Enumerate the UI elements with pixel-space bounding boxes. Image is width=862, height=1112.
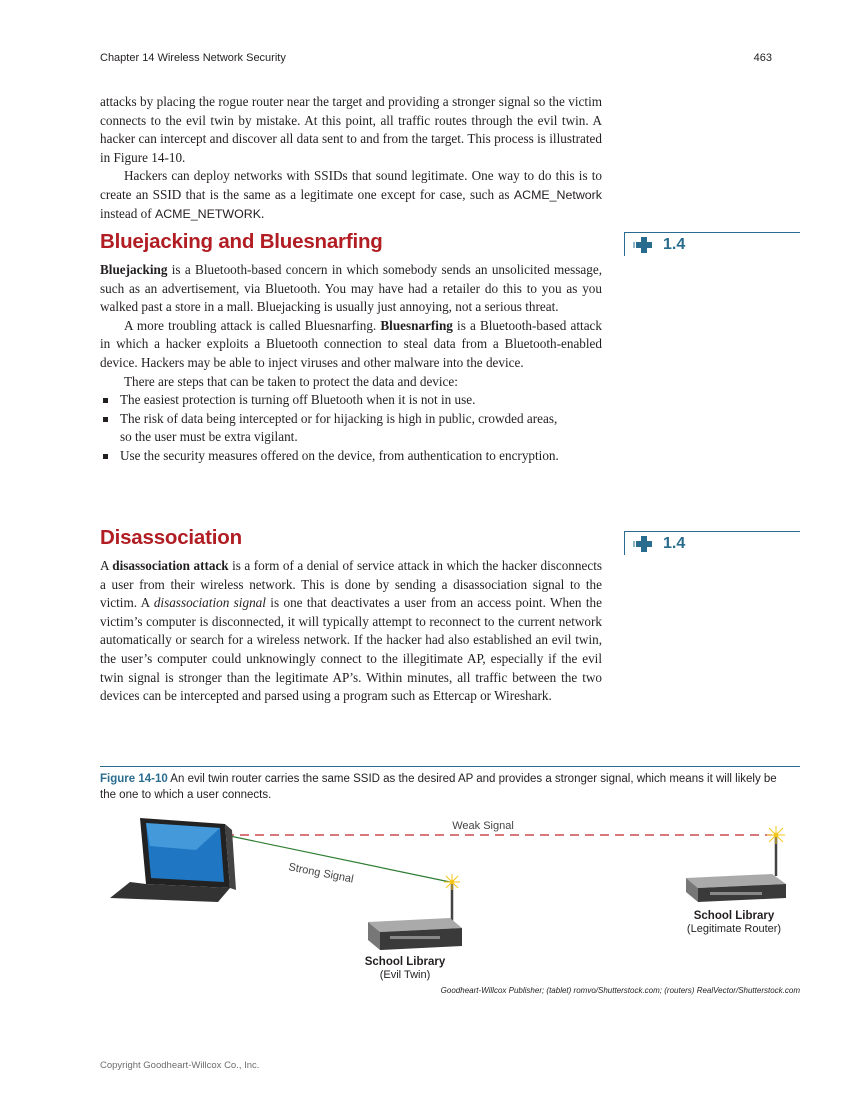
- bluejacking-p1-text: is a Bluetooth-based concern in which somebody sends an unsolicited message, such as an advertisement, via Bluetooth. You may have had a retailer do this to you as you walked past a store in a mall. Bluejacking is usually just annoying, not a serious threat.: [100, 262, 602, 315]
- evil-twin-diagram: [100, 810, 800, 970]
- bluejacking-p2-pre: A more troubling attack is called Bluesnarfing.: [124, 317, 381, 333]
- protection-bullet-list: [100, 391, 560, 465]
- list-item: The risk of data being intercepted or for hijacking is high in public, crowded areas, so the user must be extra vigilant.: [100, 410, 560, 447]
- term-disassociation-signal: disassociation signal: [153, 595, 266, 611]
- code-acme-network: ACME_Network: [513, 187, 602, 202]
- list-item: The easiest protection is turning off Bluetooth when it is not in use.: [100, 391, 560, 410]
- term-bluesnarfing: Bluesnarfing: [380, 317, 453, 333]
- legit-router-name: School Library: [693, 910, 775, 922]
- bluejacking-paragraph-2: [100, 317, 602, 373]
- intro-paragraph-2: [100, 167, 602, 223]
- objective-plus-icon: [633, 237, 655, 253]
- list-item: Use the security measures offered on the device, from authentication to encryption.: [100, 447, 560, 466]
- term-disassociation-attack: disassociation attack: [112, 558, 229, 573]
- bluejacking-p2-text: is a Bluetooth-based attack in which a hacker exploits a Bluetooth connection to steal data from a Bluetooth-enabled device. Hackers may be able to inject viruses and other malware into the device.: [100, 317, 602, 370]
- figure-caption: [100, 772, 790, 803]
- intro-section: [100, 93, 602, 223]
- term-bluejacking: Bluejacking: [100, 262, 168, 277]
- objective-marker-bluejacking: [624, 232, 800, 256]
- disassociation-body: [100, 557, 602, 706]
- disassociation-heading-wrap: [100, 526, 242, 550]
- intro-paragraph-1: attacks by placing the rogue router near the target and providing a stronger signal so the victim connects to the evil twin by mistake. At this point, all traffic routes through the evil twin. A hacker can intercept and discover all data sent to and from the target. This process is illustrated in Figure 14-10.: [100, 94, 602, 165]
- disassociation-p-text2: is one that deactivates a user from an access point. When the victim’s computer is disconnected, it will typically attempt to reconnect to the current network automatically or search for a wireless network. If the hacker had also established an evil twin, the user’s computer could unknowingly connect to the illegitimate AP, especially if the evil twin signal is stronger than the legitimate AP’s. Within minutes, all traffic between the two devices can be intercepted and parsed using a program such as Ettercap or Wireshark.: [100, 595, 602, 704]
- strong-signal-label: Strong Signal: [287, 861, 355, 886]
- bluejacking-paragraph-3: There are steps that can be taken to protect the data and device:: [124, 373, 458, 389]
- intro-p2-mid: instead of: [100, 205, 155, 221]
- figure-divider: [100, 766, 800, 767]
- evil-twin-router-icon: [368, 874, 462, 950]
- copyright-footer: Copyright Goodheart-Willcox Co., Inc.: [100, 1060, 260, 1071]
- bluejacking-paragraph-1: [100, 261, 602, 317]
- weak-signal-label: Weak Signal: [452, 820, 514, 832]
- objective-number: 1.4: [663, 534, 686, 552]
- disassociation-p-text1: is a form of a denial of service attack in which the hacker disconnects a user from their wireless network. This is done by sending a disassociation signal to the victim. A: [100, 558, 602, 611]
- objective-marker-disassociation: [624, 531, 800, 555]
- figure-credit: Goodheart-Willcox Publisher; (tablet) romvo/Shutterstock.com; (routers) RealVector/Shutterstock.com: [440, 986, 800, 995]
- bluejacking-heading-wrap: [100, 230, 383, 254]
- disassociation-p-pre: A: [100, 558, 113, 573]
- legit-router-sub: (Legitimate Router): [686, 923, 782, 935]
- evil-router-name: School Library: [364, 956, 446, 968]
- code-acme-network-upper: ACME_NETWORK: [154, 206, 261, 221]
- evil-router-sub: (Evil Twin): [379, 969, 431, 981]
- objective-number: 1.4: [663, 235, 686, 253]
- bluejacking-body: [100, 261, 602, 466]
- page-number: 463: [753, 52, 772, 64]
- intro-p2-end: .: [260, 205, 265, 221]
- legitimate-router-icon: [686, 826, 786, 902]
- tablet-icon: [110, 818, 236, 902]
- figure-label: Figure 14-10: [100, 773, 168, 785]
- figure-caption-text: An evil twin router carries the same SSID as the desired AP and provides a stronger signal, which means it will likely be the one to which a user connects.: [100, 773, 777, 801]
- objective-plus-icon: [633, 536, 655, 552]
- section-heading-bluejacking: Bluejacking and Bluesnarfing: [100, 230, 383, 253]
- intro-p2-text: Hackers can deploy networks with SSIDs that sound legitimate. One way to do this is to create an SSID that is the same as a legitimate one except for case, such as: [100, 168, 602, 202]
- running-header-chapter: Chapter 14 Wireless Network Security: [100, 52, 286, 64]
- section-heading-disassociation: Disassociation: [100, 526, 242, 549]
- disassociation-paragraph: [100, 557, 602, 706]
